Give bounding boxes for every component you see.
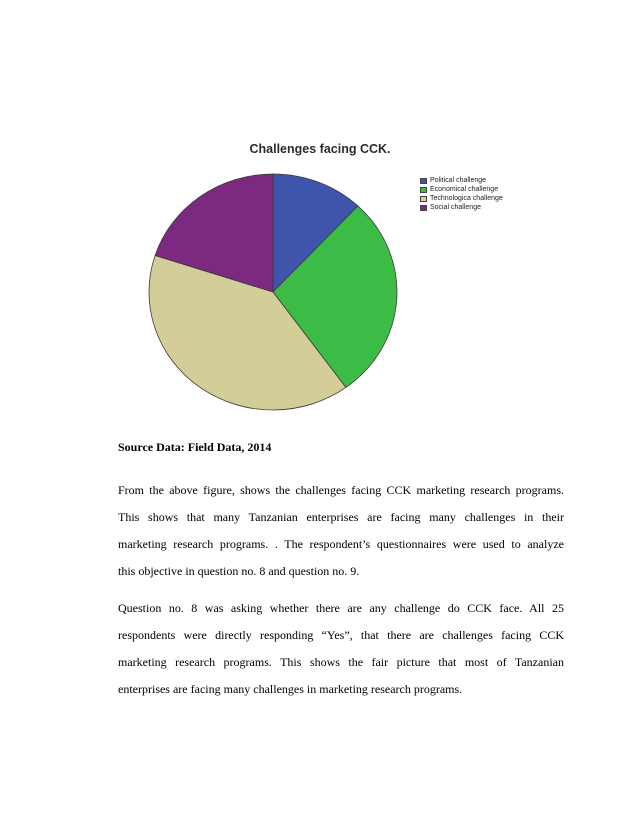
- legend-label-political: Political challenge: [430, 177, 487, 184]
- paragraph-2-line: respondents were directly responding “Yes”, that there are challenges facing CCK: [118, 628, 564, 642]
- chart-title: Challenges facing CCK.: [249, 142, 391, 156]
- legend-swatch-political: [420, 178, 427, 184]
- legend-swatch-economical: [420, 187, 427, 193]
- legend-label-economical: Economical challenge: [430, 186, 499, 193]
- paragraph-2: [118, 601, 564, 709]
- legend-label-technological: Technologica challenge: [430, 195, 503, 202]
- source-caption: Source Data: Field Data, 2014: [118, 440, 272, 454]
- paragraph-1-line: From the above figure, shows the challenges facing CCK marketing research programs.: [118, 483, 564, 497]
- legend-item-political: [420, 176, 540, 185]
- paragraph-1-line: marketing research programs. . The respondent’s questionnaires were used to analyze: [118, 537, 564, 551]
- legend-label-social: Social challenge: [430, 204, 481, 211]
- paragraph-1-line: This shows that many Tanzanian enterprises are facing many challenges in their: [118, 510, 564, 524]
- pie-chart: [140, 165, 410, 420]
- legend-swatch-social: [420, 205, 427, 211]
- paragraph-2-line: enterprises are facing many challenges in marketing research programs.: [118, 682, 463, 696]
- paragraph-2-line: Question no. 8 was asking whether there are any challenge do CCK face. All 25: [118, 601, 564, 615]
- paragraph-1: [118, 483, 564, 591]
- legend-item-economical: [420, 185, 540, 194]
- paragraph-1-line: this objective in question no. 8 and question no. 9.: [118, 564, 360, 578]
- chart-legend: [420, 176, 540, 212]
- legend-item-social: [420, 203, 540, 212]
- legend-item-technological: [420, 194, 540, 203]
- paragraph-2-line: marketing research programs. This shows the fair picture that most of Tanzanian: [118, 655, 564, 669]
- legend-swatch-technological: [420, 196, 427, 202]
